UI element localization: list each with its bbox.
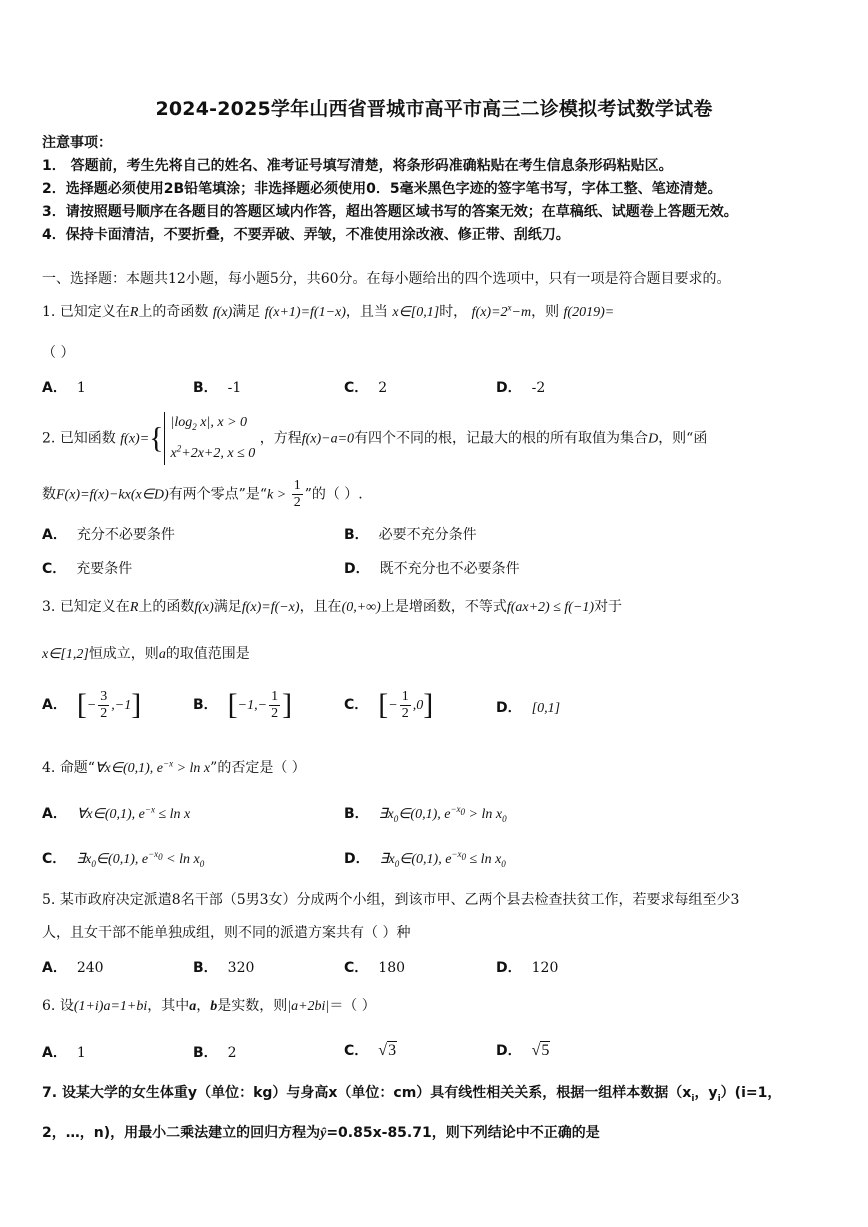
option-text: 充分不必要条件 <box>76 527 175 543</box>
option-text: 1 <box>76 1045 86 1061</box>
q3-text: 恒成立，则 <box>88 646 159 662</box>
q6-var: b <box>210 999 218 1014</box>
section-heading: 一、选择题：本题共12小题，每小题5分，共60分。在每小题给出的四个选项中，只有一项是符合题目要求的。 <box>42 271 731 287</box>
option-label: C． <box>344 697 369 713</box>
question-7: 7. 设某大学的女生体重y（单位：kg）与身高x（单位：cm）具有线性相关关系，根据一组样本数据（$x_i$，$y_i)(i=1$， <box>42 1085 782 1104</box>
option-text: 180 <box>378 960 406 976</box>
q4-option-c[interactable]: C． $\exists x_0\in(0,1)$, $e^{-x_0} < \ln x_0$ <box>42 849 205 869</box>
option-text: 1 <box>76 380 86 396</box>
question-2-cont <box>42 478 363 511</box>
option-label: C． <box>42 851 67 867</box>
option-label: B． <box>193 1045 218 1061</box>
bracket: [ <box>378 688 389 721</box>
q7-text: ）(i=1， <box>720 1085 782 1101</box>
q4-number: 4. <box>42 760 56 776</box>
q7-text-line2 <box>42 1122 600 1142</box>
q1-text: 已知定义在 <box>59 304 130 320</box>
option-label: C． <box>42 561 67 577</box>
sqrt: √3 <box>378 1042 397 1059</box>
q2-text: ，则“函 <box>658 430 708 447</box>
question-3-cont <box>42 643 250 663</box>
notes-item-3: 3．请按照题号顺序在各题目的答题区域内作答，超出答题区域书写的答案无效；在草稿纸、试题卷上答题无效。 <box>42 204 738 220</box>
option-text: -1 <box>227 380 242 396</box>
math: f(ax+2) ≤ f(−1) <box>506 600 595 615</box>
q1-paren: （ ） <box>42 345 75 361</box>
q6-text: 是实数，则 <box>217 998 288 1014</box>
q6-text: ＝（ ） <box>329 998 376 1014</box>
math: f(2019)= <box>563 305 615 320</box>
q5-option-c[interactable] <box>344 957 405 977</box>
question-4 <box>42 757 306 777</box>
q4-text: ”的否定是（ ） <box>210 760 306 776</box>
q6-number: 6. <box>42 998 56 1014</box>
option-label: D． <box>496 380 522 396</box>
q3-option-a[interactable]: A． [− $\frac{3}{2}$ ,−1] <box>42 688 142 721</box>
q6-option-a[interactable] <box>42 1042 86 1062</box>
q2-text: 已知函数 <box>59 430 116 447</box>
q3-text: 上的函数 <box>138 599 195 615</box>
q7-text: =0.85x-85.71，则下列结论中不正确的是 <box>326 1125 600 1141</box>
math: k > <box>267 487 290 503</box>
option-text: 充要条件 <box>76 561 133 577</box>
option-text: 2 <box>378 380 388 396</box>
math: $f(x)=2^x-m$ <box>471 302 532 320</box>
q6-text: ， <box>196 998 211 1014</box>
q7-text: 设某大学的女生体重y（单位：kg）与身高x（单位：cm）具有线性相关关系，根据一组样本数据（x <box>61 1085 692 1101</box>
math: ∀x∈(0,1), $e^{-x} > \ln x$ <box>94 758 211 776</box>
math: x∈[1,2] <box>42 647 89 662</box>
fraction: $\frac{3}{2}$ <box>100 688 108 721</box>
q6-option-c[interactable] <box>344 1040 397 1060</box>
q5-option-b[interactable] <box>193 957 254 977</box>
notes-item-2: 2．选择题必须使用2B铅笔填涂；非选择题必须使用0．5毫米黑色字迹的签字笔书写，字体工整、笔迹清楚。 <box>42 181 722 197</box>
option-label: D． <box>344 851 370 867</box>
q1-number: 1. <box>42 304 56 320</box>
option-text: 240 <box>76 960 104 976</box>
option-label: A． <box>42 527 67 543</box>
q2-option-d[interactable] <box>344 558 520 578</box>
q5-option-d[interactable] <box>496 957 558 977</box>
q5-text-line2: 人，且女干部不能单独成组，则不同的派遣方案共有（ ）种 <box>42 925 411 941</box>
bracket: ] <box>282 688 293 721</box>
q3-number: 3. <box>42 599 56 615</box>
question-1 <box>42 301 614 321</box>
fraction: $\frac{1}{2}$ <box>293 478 301 510</box>
option-label: A． <box>42 960 67 976</box>
question-5 <box>42 889 739 909</box>
option-label: A． <box>42 806 67 822</box>
q1-text: ，且当 <box>345 304 388 320</box>
fraction: $\frac{1}{2}$ <box>401 688 409 721</box>
math: (1+i)a=1+bi <box>73 999 148 1014</box>
q4-text: 命题“ <box>59 760 95 776</box>
option-label: A． <box>42 697 67 713</box>
q3-option-d[interactable] <box>496 697 560 717</box>
q1-option-c[interactable] <box>344 377 387 397</box>
math: R <box>129 600 139 615</box>
math: D <box>648 431 659 447</box>
option-text: 2 <box>227 1045 237 1061</box>
option-label: B． <box>193 960 218 976</box>
q2-option-b[interactable] <box>344 524 477 544</box>
math: x∈[0,1] <box>392 305 440 320</box>
bracket: ] <box>423 688 434 721</box>
question-6 <box>42 995 376 1015</box>
math: f(x)−a=0 <box>301 431 355 447</box>
q1-text: 时， <box>439 304 468 320</box>
q2-text: ，方程 <box>259 430 302 447</box>
q7-text: 2，…，n)，用最小二乘法建立的回归方程为 <box>42 1125 321 1141</box>
q2-text: 有四个不同的根，记最大的根的所有取值为集合 <box>354 430 649 447</box>
brace: { <box>149 421 164 455</box>
q1-option-d[interactable] <box>496 377 545 397</box>
q2-option-a[interactable] <box>42 524 175 544</box>
q3-text: 满足 <box>213 599 242 615</box>
option-label: C． <box>344 1043 369 1059</box>
notes-item-1: 1． 答题前，考生先将自己的姓名、准考证号填写清楚，将条形码准确粘贴在考生信息条形码粘贴区。 <box>42 158 673 174</box>
q4-option-a[interactable]: A． ∀x∈(0,1), $e^{-x} \le \ln x$ <box>42 804 191 822</box>
bracket: ] <box>131 688 142 721</box>
q1-text: 满足 <box>232 304 261 320</box>
question-2 <box>42 412 707 465</box>
piecewise: $|\log_2$ x|, x > 0 $x^2+2x+2$, x ≤ 0 <box>164 412 256 465</box>
option-label: B． <box>193 380 218 396</box>
q2-text: 数 <box>42 486 56 503</box>
q6-text: ，其中 <box>147 998 190 1014</box>
q2-option-c[interactable] <box>42 558 132 578</box>
q3-option-b[interactable]: B． [−1,− $\frac{1}{2}$ ] <box>193 688 293 721</box>
math: (0,+∞) <box>341 600 381 615</box>
q6-var: a <box>189 999 197 1014</box>
math: a <box>158 647 166 662</box>
option-label: D． <box>496 700 522 716</box>
option-label: C． <box>344 380 369 396</box>
option-label: D． <box>496 960 522 976</box>
option-label: B． <box>193 697 218 713</box>
q7-text: ，y <box>694 1085 718 1101</box>
q7-number: 7. <box>42 1085 58 1101</box>
math: |a+2bi| <box>287 999 330 1014</box>
q6-option-d[interactable] <box>496 1040 550 1060</box>
q1-option-b[interactable] <box>193 377 241 397</box>
fraction: $\frac{1}{2}$ <box>271 688 279 721</box>
option-label: B． <box>344 527 369 543</box>
option-text: 既不充分也不必要条件 <box>379 561 520 577</box>
q3-text: ，且在 <box>299 599 342 615</box>
option-label: A． <box>42 380 67 396</box>
exam-title: 2024-2025学年山西省晋城市高平市高三二诊模拟考试数学试卷 <box>155 98 713 120</box>
bracket: [ <box>227 688 238 721</box>
q5-number: 5. <box>42 892 56 908</box>
option-label: D． <box>496 1043 522 1059</box>
math: R <box>129 305 139 320</box>
option-text: 120 <box>531 960 559 976</box>
option-text: [0,1] <box>531 701 561 716</box>
option-text: 必要不充分条件 <box>378 527 477 543</box>
q6-option-b[interactable] <box>193 1042 237 1062</box>
math: f(x) <box>212 305 233 320</box>
option-text: 320 <box>227 960 255 976</box>
sqrt: √5 <box>531 1042 550 1059</box>
q2-text: ”的（ ）. <box>304 486 363 503</box>
q1-text: ，则 <box>531 304 560 320</box>
q6-text: 设 <box>59 998 74 1014</box>
math: f(x)=f(−x) <box>241 600 300 615</box>
q3-option-c[interactable]: C． [− $\frac{1}{2}$ ,0] <box>344 688 434 721</box>
option-label: B． <box>344 806 369 822</box>
math: f(x)= <box>120 431 150 447</box>
q5-option-a[interactable] <box>42 957 104 977</box>
q3-text: 对于 <box>594 599 623 615</box>
question-3 <box>42 596 622 616</box>
math: f(x+1)=f(1−x) <box>264 305 346 320</box>
q4-option-b[interactable]: B． $\exists x_0\in(0,1)$, $e^{-x_0} > \ln x_0$ <box>344 804 507 824</box>
q2-text: 有两个零点”是“ <box>168 486 268 503</box>
q2-number: 2. <box>42 430 56 447</box>
math: ŷ <box>320 1126 327 1141</box>
notes-item-4: 4．保持卡面清洁，不要折叠，不要弄破、弄皱，不准使用涂改液、修正带、刮纸刀。 <box>42 227 570 243</box>
q1-option-a[interactable] <box>42 377 86 397</box>
math: F(x)=f(x)−kx(x∈D) <box>56 487 169 503</box>
q5-text: 某市政府决定派遣8名干部（5男3女）分成两个小组，到该市甲、乙两个县去检查扶贫工作，若要求每组至少3 <box>59 892 740 908</box>
option-text: -2 <box>531 380 546 396</box>
notes-heading: 注意事项： <box>42 135 112 151</box>
option-label: C． <box>344 960 369 976</box>
q1-text: 上的奇函数 <box>138 304 209 320</box>
q3-text: 已知定义在 <box>59 599 130 615</box>
option-label: D． <box>344 561 370 577</box>
q3-text: 上是增函数，不等式 <box>380 599 507 615</box>
math: f(x) <box>194 600 214 615</box>
bracket: [ <box>76 688 87 721</box>
q4-option-d[interactable]: D． $\exists x_0\in(0,1)$, $e^{-x_0} \le \ln x_0$ <box>344 849 506 869</box>
option-label: A． <box>42 1045 67 1061</box>
q3-text: 的取值范围是 <box>165 646 250 662</box>
